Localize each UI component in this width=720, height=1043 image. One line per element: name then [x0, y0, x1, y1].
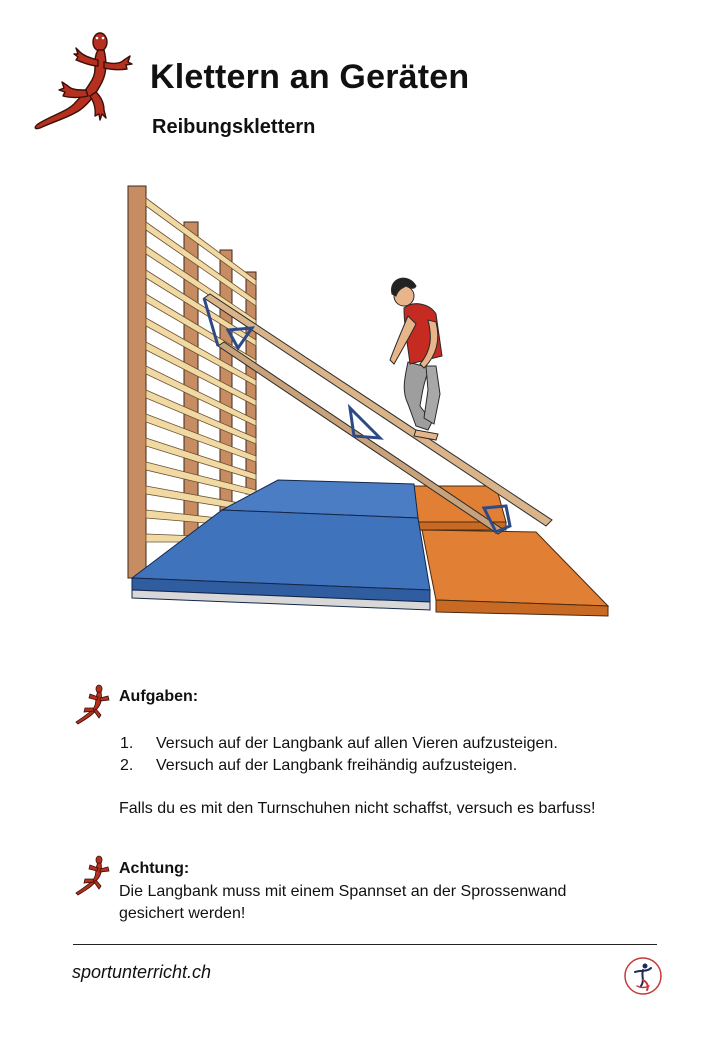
gecko-bullet-icon: [72, 853, 112, 897]
sportunterricht-logo-icon: [623, 956, 663, 996]
list-text: Versuch auf der Langbank auf allen Vieren aufzusteigen.: [156, 735, 558, 752]
wall-bar-rungs: [146, 198, 256, 542]
gecko-logo-icon: [28, 24, 140, 134]
footer-site-name: sportunterricht.ch: [72, 962, 212, 982]
page-title: Klettern an Geräten: [150, 58, 470, 96]
list-number: 2.: [120, 757, 134, 774]
orange-mat-near: [422, 530, 608, 616]
warning-heading: Achtung:: [119, 860, 190, 877]
tasks-heading: Aufgaben:: [119, 688, 199, 705]
list-item: [118, 733, 558, 755]
blue-mats: [132, 480, 430, 610]
warning-text: Die Langbank muss mit einem Spannset an der Sprossenwand gesichert werden!: [119, 883, 567, 922]
climber-figure: [390, 278, 442, 440]
tasks-note: Falls du es mit den Turnschuhen nicht schaffst, versuch es barfuss!: [119, 800, 596, 817]
list-number: 1.: [120, 735, 134, 752]
list-text: Versuch auf der Langbank freihändig aufzusteigen.: [156, 757, 518, 774]
gecko-bullet-icon: [72, 682, 112, 726]
page-subtitle: Reibungsklettern: [152, 116, 316, 138]
climbing-illustration: [118, 180, 618, 630]
tasks-list: [118, 733, 558, 777]
list-item: [118, 755, 558, 777]
footer-divider: [73, 944, 657, 945]
